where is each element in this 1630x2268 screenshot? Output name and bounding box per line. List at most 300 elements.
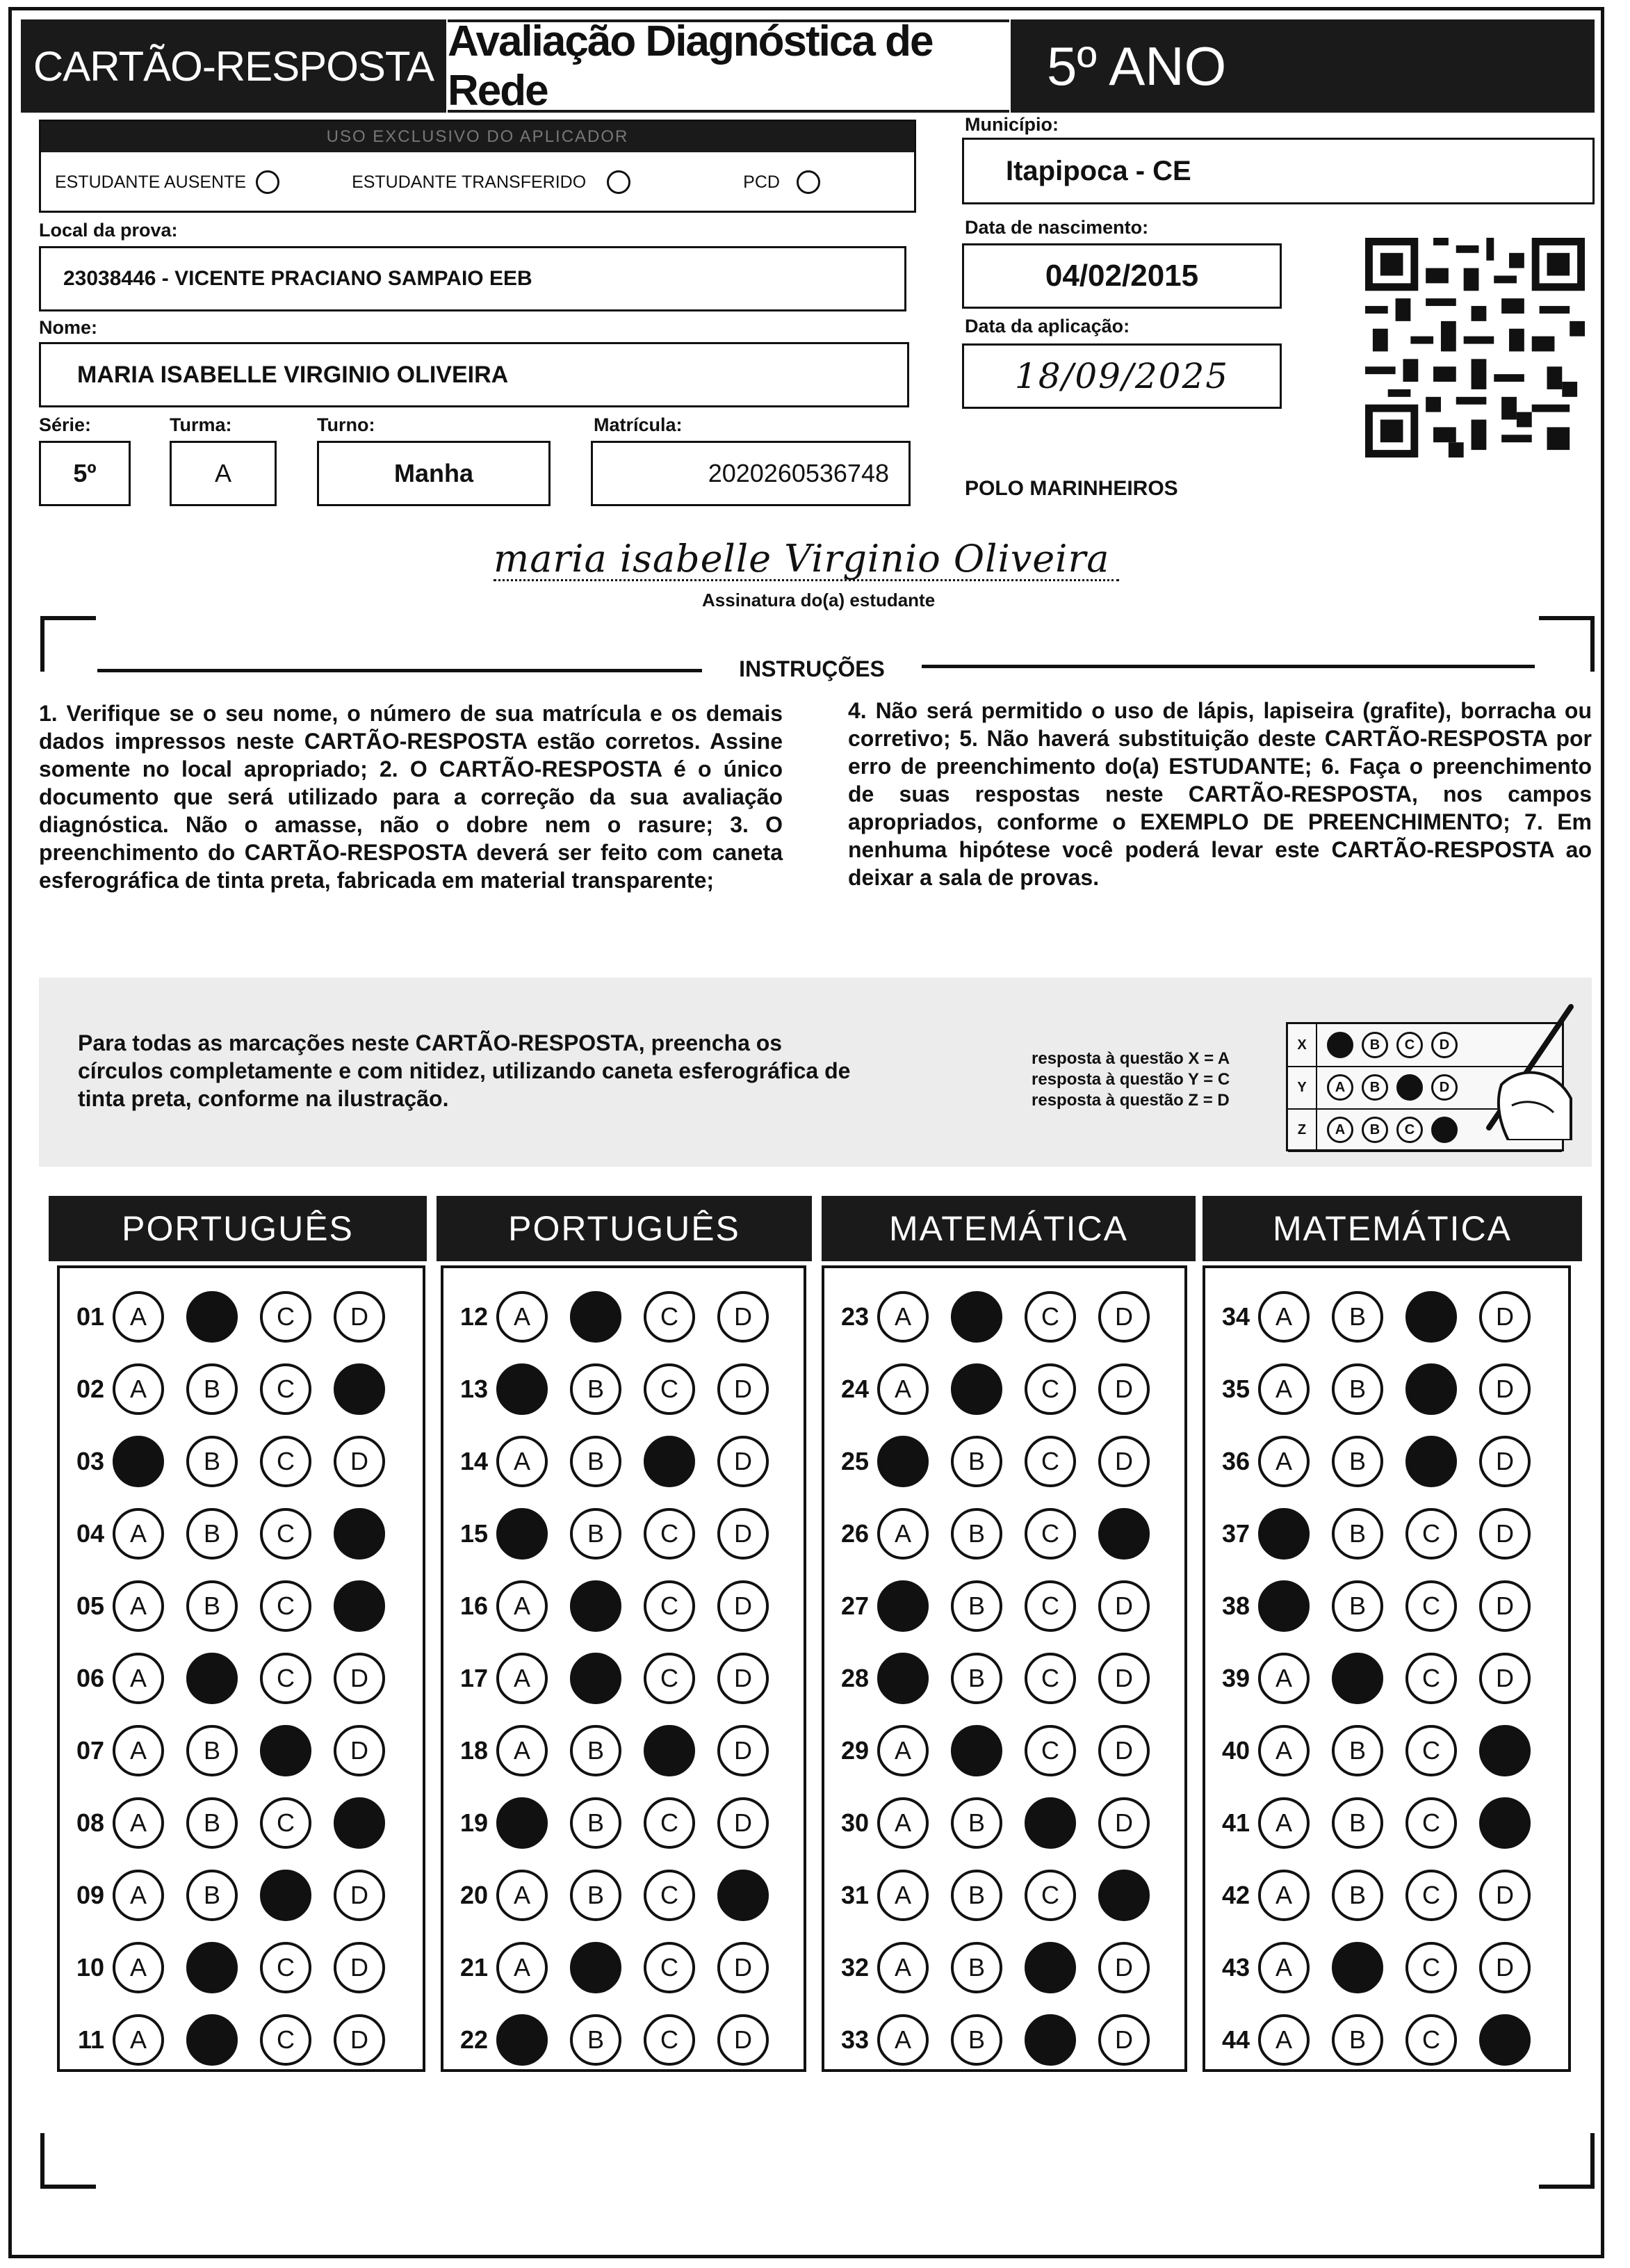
answer-bubble-07-a[interactable]: A — [113, 1725, 164, 1776]
answer-bubble-27-d[interactable]: D — [1098, 1580, 1150, 1632]
nascimento-label: Data de nascimento: — [965, 217, 1149, 238]
municipio-value: Itapipoca - CE — [1006, 155, 1191, 186]
answer-bubble-01-b[interactable]: B — [186, 1291, 238, 1343]
answer-bubble-11-b[interactable]: B — [186, 2014, 238, 2066]
answer-bubble-25-c[interactable]: C — [1025, 1436, 1076, 1487]
answer-bubble-11-a[interactable]: A — [113, 2014, 164, 2066]
instructions-rule-left — [97, 669, 702, 672]
answer-bubble-23-b[interactable]: B — [951, 1291, 1002, 1343]
answer-bubble-01-c[interactable]: C — [260, 1291, 311, 1343]
answer-bubble-21-a[interactable]: A — [496, 1942, 548, 1993]
answer-bubble-16-b[interactable]: B — [570, 1580, 621, 1632]
pcd-option[interactable] — [743, 170, 820, 194]
answer-bubble-07-c[interactable]: C — [260, 1725, 311, 1776]
answer-bubble-31-d[interactable]: D — [1098, 1870, 1150, 1921]
question-number: 44 — [1221, 2025, 1250, 2054]
answer-bubble-33-c[interactable]: C — [1025, 2014, 1076, 2066]
question-row-07 — [60, 1716, 423, 1785]
question-number: 14 — [459, 1447, 488, 1475]
answer-bubble-19-c[interactable]: C — [644, 1797, 695, 1849]
signature-line — [494, 537, 1119, 581]
question-number: 10 — [76, 1953, 104, 1982]
question-number: 39 — [1221, 1664, 1250, 1692]
answer-bubble-29-c[interactable]: C — [1025, 1725, 1076, 1776]
question-number: 35 — [1221, 1375, 1250, 1403]
question-row-27 — [824, 1571, 1184, 1641]
answer-bubble-40-b[interactable]: B — [1332, 1725, 1383, 1776]
answer-bubble-39-a[interactable]: A — [1258, 1653, 1310, 1704]
answer-bubble-44-d[interactable]: D — [1479, 2014, 1531, 2066]
answer-bubble-26-a[interactable]: A — [877, 1508, 929, 1560]
question-row-11 — [60, 2005, 423, 2075]
answer-bubble-13-c[interactable]: C — [644, 1363, 695, 1415]
question-row-06 — [60, 1644, 423, 1713]
answer-bubble-10-d[interactable]: D — [334, 1942, 385, 1993]
answer-bubble-41-a[interactable]: A — [1258, 1797, 1310, 1849]
answer-bubble-15-a[interactable]: A — [496, 1508, 548, 1560]
question-number: 23 — [840, 1302, 869, 1331]
answer-bubble-06-b[interactable]: B — [186, 1653, 238, 1704]
nascimento-value: 04/02/2015 — [1045, 259, 1199, 293]
answer-bubble-18-b[interactable]: B — [570, 1725, 621, 1776]
answer-bubble-38-a[interactable]: A — [1258, 1580, 1310, 1632]
applicator-title: USO EXCLUSIVO DO APLICADOR — [41, 122, 914, 152]
answer-bubble-06-c[interactable]: C — [260, 1653, 311, 1704]
answer-bubble-03-a[interactable]: A — [113, 1436, 164, 1487]
question-number: 29 — [840, 1736, 869, 1765]
answer-bubble-16-c[interactable]: C — [644, 1580, 695, 1632]
answer-bubble-36-c[interactable]: C — [1405, 1436, 1457, 1487]
answer-bubble-24-d[interactable]: D — [1098, 1363, 1150, 1415]
absent-radio[interactable] — [256, 170, 279, 194]
answer-bubble-41-c[interactable]: C — [1405, 1797, 1457, 1849]
answer-bubble-04-d[interactable]: D — [334, 1508, 385, 1560]
question-number: 02 — [76, 1375, 104, 1403]
answer-bubble-14-b[interactable]: B — [570, 1436, 621, 1487]
answer-bubble-19-d[interactable]: D — [717, 1797, 769, 1849]
answer-bubble-34-c[interactable]: C — [1405, 1291, 1457, 1343]
turno-value: Manha — [393, 459, 473, 487]
answer-bubble-23-c[interactable]: C — [1025, 1291, 1076, 1343]
question-number: 36 — [1221, 1447, 1250, 1475]
municipio-label: Município: — [965, 114, 1059, 135]
answer-bubble-17-d[interactable]: D — [717, 1653, 769, 1704]
question-row-42 — [1205, 1861, 1568, 1930]
answer-bubble-42-b[interactable]: B — [1332, 1870, 1383, 1921]
question-row-08 — [60, 1788, 423, 1858]
transferred-radio[interactable] — [607, 170, 630, 194]
question-row-21 — [443, 1933, 804, 2002]
serie-field — [39, 441, 131, 506]
answer-bubble-13-b[interactable]: B — [570, 1363, 621, 1415]
answer-bubble-15-d[interactable]: D — [717, 1508, 769, 1560]
answer-bubble-39-b[interactable]: B — [1332, 1653, 1383, 1704]
answer-bubble-35-d[interactable]: D — [1479, 1363, 1531, 1415]
question-row-44 — [1205, 2005, 1568, 2075]
example-bubble-y-d: D — [1431, 1074, 1458, 1101]
answer-bubble-03-b[interactable]: B — [186, 1436, 238, 1487]
question-row-19 — [443, 1788, 804, 1858]
answer-bubble-12-c[interactable]: C — [644, 1291, 695, 1343]
answer-bubble-04-a[interactable]: A — [113, 1508, 164, 1560]
question-row-04 — [60, 1499, 423, 1569]
answer-bubble-23-a[interactable]: A — [877, 1291, 929, 1343]
question-number: 34 — [1221, 1302, 1250, 1331]
answer-bubble-20-b[interactable]: B — [570, 1870, 621, 1921]
question-row-41 — [1205, 1788, 1568, 1858]
answer-bubble-34-b[interactable]: B — [1332, 1291, 1383, 1343]
answer-bubble-35-a[interactable]: A — [1258, 1363, 1310, 1415]
answer-bubble-17-c[interactable]: C — [644, 1653, 695, 1704]
answer-bubble-32-b[interactable]: B — [951, 1942, 1002, 1993]
answer-bubble-28-c[interactable]: C — [1025, 1653, 1076, 1704]
question-row-26 — [824, 1499, 1184, 1569]
answer-bubble-22-a[interactable]: A — [496, 2014, 548, 2066]
question-number: 27 — [840, 1591, 869, 1620]
example-bubble-y-b: B — [1362, 1074, 1388, 1101]
answer-bubble-28-d[interactable]: D — [1098, 1653, 1150, 1704]
transferred-option[interactable] — [352, 170, 630, 194]
answer-bubble-38-b[interactable]: B — [1332, 1580, 1383, 1632]
answer-bubble-43-a[interactable]: A — [1258, 1942, 1310, 1993]
question-number: 25 — [840, 1447, 869, 1475]
answer-bubble-24-a[interactable]: A — [877, 1363, 929, 1415]
answer-bubble-02-d[interactable]: D — [334, 1363, 385, 1415]
answer-bubble-03-d[interactable]: D — [334, 1436, 385, 1487]
answer-bubble-32-d[interactable]: D — [1098, 1942, 1150, 1993]
answer-bubble-20-c[interactable]: C — [644, 1870, 695, 1921]
matricula-value: 2020260536748 — [708, 459, 889, 487]
answer-bubble-37-b[interactable]: B — [1332, 1508, 1383, 1560]
answer-bubble-13-d[interactable]: D — [717, 1363, 769, 1415]
instructions-rule-right — [922, 665, 1535, 668]
answer-bubble-04-b[interactable]: B — [186, 1508, 238, 1560]
answer-bubble-25-a[interactable]: A — [877, 1436, 929, 1487]
example-legend — [1032, 1048, 1230, 1111]
answer-bubble-14-d[interactable]: D — [717, 1436, 769, 1487]
answer-bubble-31-b[interactable]: B — [951, 1870, 1002, 1921]
answer-bubble-22-b[interactable]: B — [570, 2014, 621, 2066]
answer-bubble-06-a[interactable]: A — [113, 1653, 164, 1704]
question-row-30 — [824, 1788, 1184, 1858]
matricula-field — [591, 441, 911, 506]
answer-bubble-13-a[interactable]: A — [496, 1363, 548, 1415]
answer-bubble-20-d[interactable]: D — [717, 1870, 769, 1921]
question-number: 40 — [1221, 1736, 1250, 1765]
answer-bubble-34-a[interactable]: A — [1258, 1291, 1310, 1343]
question-number: 20 — [459, 1881, 488, 1909]
question-row-17 — [443, 1644, 804, 1713]
hand-pen-icon — [1460, 1001, 1578, 1140]
question-number: 12 — [459, 1302, 488, 1331]
answer-bubble-09-a[interactable]: A — [113, 1870, 164, 1921]
example-row-label: Y — [1288, 1067, 1317, 1108]
name-field — [39, 342, 909, 407]
answer-bubble-28-b[interactable]: B — [951, 1653, 1002, 1704]
answer-bubble-29-a[interactable]: A — [877, 1725, 929, 1776]
signature-caption: Assinatura do(a) estudante — [702, 590, 936, 610]
answer-bubble-28-a[interactable]: A — [877, 1653, 929, 1704]
example-row-label: Z — [1288, 1109, 1317, 1151]
example-bubble-z-a: A — [1327, 1117, 1353, 1143]
answer-bubble-20-a[interactable]: A — [496, 1870, 548, 1921]
aplicacao-label: Data da aplicação: — [965, 316, 1130, 337]
question-number: 04 — [76, 1519, 104, 1548]
answer-bubble-10-c[interactable]: C — [260, 1942, 311, 1993]
answer-bubble-26-d[interactable]: D — [1098, 1508, 1150, 1560]
example-bubble-z-d: D — [1431, 1117, 1458, 1143]
answer-bubble-32-a[interactable]: A — [877, 1942, 929, 1993]
question-row-02 — [60, 1354, 423, 1424]
answer-bubble-06-d[interactable]: D — [334, 1653, 385, 1704]
answer-bubble-31-a[interactable]: A — [877, 1870, 929, 1921]
local-field — [39, 246, 906, 311]
answer-bubble-08-c[interactable]: C — [260, 1797, 311, 1849]
answer-bubble-44-c[interactable]: C — [1405, 2014, 1457, 2066]
question-row-35 — [1205, 1354, 1568, 1424]
answer-bubble-15-b[interactable]: B — [570, 1508, 621, 1560]
answer-bubble-26-b[interactable]: B — [951, 1508, 1002, 1560]
answer-bubble-30-b[interactable]: B — [951, 1797, 1002, 1849]
answer-bubble-43-c[interactable]: C — [1405, 1942, 1457, 1993]
answer-bubble-10-b[interactable]: B — [186, 1942, 238, 1993]
answer-bubble-31-c[interactable]: C — [1025, 1870, 1076, 1921]
answer-bubble-36-a[interactable]: A — [1258, 1436, 1310, 1487]
section-header-3: MATEMÁTICA — [822, 1196, 1196, 1261]
answer-bubble-40-d[interactable]: D — [1479, 1725, 1531, 1776]
question-number: 05 — [76, 1591, 104, 1620]
answer-bubble-05-d[interactable]: D — [334, 1580, 385, 1632]
answer-bubble-33-a[interactable]: A — [877, 2014, 929, 2066]
corner-mark-bottom-right — [1539, 2133, 1595, 2189]
corner-mark-top-right — [1539, 616, 1595, 672]
turno-field — [317, 441, 551, 506]
question-row-32 — [824, 1933, 1184, 2002]
qr-code — [1365, 235, 1585, 460]
question-row-01 — [60, 1282, 423, 1352]
answer-bubble-25-b[interactable]: B — [951, 1436, 1002, 1487]
answer-bubble-27-a[interactable]: A — [877, 1580, 929, 1632]
answer-bubble-22-d[interactable]: D — [717, 2014, 769, 2066]
answer-bubble-14-a[interactable]: A — [496, 1436, 548, 1487]
section-header-1: PORTUGUÊS — [49, 1196, 427, 1261]
question-number: 22 — [459, 2025, 488, 2054]
answer-bubble-19-b[interactable]: B — [570, 1797, 621, 1849]
question-number: 38 — [1221, 1591, 1250, 1620]
answer-bubble-39-d[interactable]: D — [1479, 1653, 1531, 1704]
serie-value: 5º — [73, 459, 97, 487]
answer-bubble-08-d[interactable]: D — [334, 1797, 385, 1849]
question-row-23 — [824, 1282, 1184, 1352]
question-number: 26 — [840, 1519, 869, 1548]
transferred-label: ESTUDANTE TRANSFERIDO — [352, 172, 587, 192]
answer-bubble-38-d[interactable]: D — [1479, 1580, 1531, 1632]
answer-bubble-01-d[interactable]: D — [334, 1291, 385, 1343]
answer-bubble-36-b[interactable]: B — [1332, 1436, 1383, 1487]
example-bubble-y-a: A — [1327, 1074, 1353, 1101]
question-number: 21 — [459, 1953, 488, 1982]
answer-bubble-14-c[interactable]: C — [644, 1436, 695, 1487]
question-number: 41 — [1221, 1808, 1250, 1837]
question-row-12 — [443, 1282, 804, 1352]
answer-bubble-35-b[interactable]: B — [1332, 1363, 1383, 1415]
answer-bubble-05-c[interactable]: C — [260, 1580, 311, 1632]
question-row-18 — [443, 1716, 804, 1785]
answer-bubble-30-a[interactable]: A — [877, 1797, 929, 1849]
answer-bubble-10-a[interactable]: A — [113, 1942, 164, 1993]
answer-bubble-05-a[interactable]: A — [113, 1580, 164, 1632]
aplicacao-field — [962, 343, 1282, 409]
section-header-4: MATEMÁTICA — [1203, 1196, 1582, 1261]
answer-bubble-25-d[interactable]: D — [1098, 1436, 1150, 1487]
question-row-20 — [443, 1861, 804, 1930]
answer-bubble-38-c[interactable]: C — [1405, 1580, 1457, 1632]
answer-bubble-24-b[interactable]: B — [951, 1363, 1002, 1415]
absent-option[interactable] — [55, 170, 279, 194]
answer-bubble-43-b[interactable]: B — [1332, 1942, 1383, 1993]
pcd-label: PCD — [743, 172, 780, 192]
question-number: 33 — [840, 2025, 869, 2054]
answer-bubble-18-d[interactable]: D — [717, 1725, 769, 1776]
answer-bubble-37-d[interactable]: D — [1479, 1508, 1531, 1560]
answer-bubble-44-b[interactable]: B — [1332, 2014, 1383, 2066]
answer-bubble-27-c[interactable]: C — [1025, 1580, 1076, 1632]
question-number: 42 — [1221, 1881, 1250, 1909]
matricula-label: Matrícula: — [594, 414, 683, 435]
answer-bubble-37-a[interactable]: A — [1258, 1508, 1310, 1560]
answer-bubble-21-c[interactable]: C — [644, 1942, 695, 1993]
question-row-14 — [443, 1427, 804, 1496]
question-number: 06 — [76, 1664, 104, 1692]
answer-bubble-27-b[interactable]: B — [951, 1580, 1002, 1632]
section-header-2: PORTUGUÊS — [437, 1196, 812, 1261]
answer-bubble-18-c[interactable]: C — [644, 1725, 695, 1776]
answer-bubble-01-a[interactable]: A — [113, 1291, 164, 1343]
answer-bubble-43-d[interactable]: D — [1479, 1942, 1531, 1993]
question-row-28 — [824, 1644, 1184, 1713]
answer-bubble-37-c[interactable]: C — [1405, 1508, 1457, 1560]
answer-bubble-02-b[interactable]: B — [186, 1363, 238, 1415]
answer-bubble-41-b[interactable]: B — [1332, 1797, 1383, 1849]
answer-bubble-07-d[interactable]: D — [334, 1725, 385, 1776]
question-row-24 — [824, 1354, 1184, 1424]
answer-bubble-17-b[interactable]: B — [570, 1653, 621, 1704]
question-row-38 — [1205, 1571, 1568, 1641]
municipio-field — [962, 138, 1595, 204]
answer-bubble-12-a[interactable]: A — [496, 1291, 548, 1343]
answer-bubble-33-d[interactable]: D — [1098, 2014, 1150, 2066]
answer-bubble-17-a[interactable]: A — [496, 1653, 548, 1704]
answer-bubble-19-a[interactable]: A — [496, 1797, 548, 1849]
answer-bubble-03-c[interactable]: C — [260, 1436, 311, 1487]
question-number: 43 — [1221, 1953, 1250, 1982]
answer-bubble-23-d[interactable]: D — [1098, 1291, 1150, 1343]
aplicacao-value: 18/09/2025 — [1014, 356, 1230, 396]
answer-bubble-07-b[interactable]: B — [186, 1725, 238, 1776]
answer-bubble-39-c[interactable]: C — [1405, 1653, 1457, 1704]
question-row-22 — [443, 2005, 804, 2075]
question-row-37 — [1205, 1499, 1568, 1569]
pcd-radio[interactable] — [797, 170, 820, 194]
answer-bubble-15-c[interactable]: C — [644, 1508, 695, 1560]
answer-bubble-44-a[interactable]: A — [1258, 2014, 1310, 2066]
answer-bubble-42-a[interactable]: A — [1258, 1870, 1310, 1921]
answer-bubble-32-c[interactable]: C — [1025, 1942, 1076, 1993]
question-row-16 — [443, 1571, 804, 1641]
grade-title: 5º ANO — [1011, 19, 1595, 113]
answer-bubble-42-d[interactable]: D — [1479, 1870, 1531, 1921]
answer-bubble-11-d[interactable]: D — [334, 2014, 385, 2066]
answer-bubble-42-c[interactable]: C — [1405, 1870, 1457, 1921]
answer-bubble-21-d[interactable]: D — [717, 1942, 769, 1993]
question-number: 03 — [76, 1447, 104, 1475]
answer-bubble-40-a[interactable]: A — [1258, 1725, 1310, 1776]
answer-bubble-33-b[interactable]: B — [951, 2014, 1002, 2066]
answer-bubble-09-b[interactable]: B — [186, 1870, 238, 1921]
answer-bubble-30-d[interactable]: D — [1098, 1797, 1150, 1849]
corner-mark-top-left — [40, 616, 96, 672]
answer-bubble-08-b[interactable]: B — [186, 1797, 238, 1849]
answer-bubble-22-c[interactable]: C — [644, 2014, 695, 2066]
question-number: 15 — [459, 1519, 488, 1548]
answer-bubble-12-d[interactable]: D — [717, 1291, 769, 1343]
question-row-03 — [60, 1427, 423, 1496]
example-bubble-z-c: C — [1396, 1117, 1423, 1143]
question-number: 18 — [459, 1736, 488, 1765]
answer-bubble-08-a[interactable]: A — [113, 1797, 164, 1849]
question-number: 11 — [77, 2025, 104, 2054]
answer-bubble-30-c[interactable]: C — [1025, 1797, 1076, 1849]
question-number: 01 — [76, 1302, 104, 1331]
answer-bubble-05-b[interactable]: B — [186, 1580, 238, 1632]
example-legend-z: resposta à questão Z = D — [1032, 1091, 1230, 1110]
answer-bubble-29-d[interactable]: D — [1098, 1725, 1150, 1776]
answer-bubble-12-b[interactable]: B — [570, 1291, 621, 1343]
question-number: 24 — [840, 1375, 869, 1403]
answer-bubble-09-d[interactable]: D — [334, 1870, 385, 1921]
answer-bubble-11-c[interactable]: C — [260, 2014, 311, 2066]
answer-bubble-26-c[interactable]: C — [1025, 1508, 1076, 1560]
answer-bubble-40-c[interactable]: C — [1405, 1725, 1457, 1776]
question-row-25 — [824, 1427, 1184, 1496]
example-bubble-x-a: A — [1327, 1032, 1353, 1058]
answer-bubble-04-c[interactable]: C — [260, 1508, 311, 1560]
question-number: 16 — [459, 1591, 488, 1620]
answer-bubble-35-c[interactable]: C — [1405, 1363, 1457, 1415]
answer-bubble-41-d[interactable]: D — [1479, 1797, 1531, 1849]
question-number: 28 — [840, 1664, 869, 1692]
question-number: 08 — [76, 1808, 104, 1837]
question-number: 32 — [840, 1953, 869, 1982]
answer-bubble-02-c[interactable]: C — [260, 1363, 311, 1415]
answer-bubble-16-d[interactable]: D — [717, 1580, 769, 1632]
answer-bubble-02-a[interactable]: A — [113, 1363, 164, 1415]
answer-bubble-24-c[interactable]: C — [1025, 1363, 1076, 1415]
answer-bubble-09-c[interactable]: C — [260, 1870, 311, 1921]
answer-bubble-34-d[interactable]: D — [1479, 1291, 1531, 1343]
question-row-05 — [60, 1571, 423, 1641]
answer-bubble-29-b[interactable]: B — [951, 1725, 1002, 1776]
example-bubble-x-c: C — [1396, 1032, 1423, 1058]
answer-bubble-16-a[interactable]: A — [496, 1580, 548, 1632]
question-row-40 — [1205, 1716, 1568, 1785]
answer-bubble-36-d[interactable]: D — [1479, 1436, 1531, 1487]
instructions-title: INSTRUÇÕES — [739, 656, 885, 681]
question-row-34 — [1205, 1282, 1568, 1352]
answer-bubble-18-a[interactable]: A — [496, 1725, 548, 1776]
example-bubble-x-d: D — [1431, 1032, 1458, 1058]
answer-bubble-21-b[interactable]: B — [570, 1942, 621, 1993]
